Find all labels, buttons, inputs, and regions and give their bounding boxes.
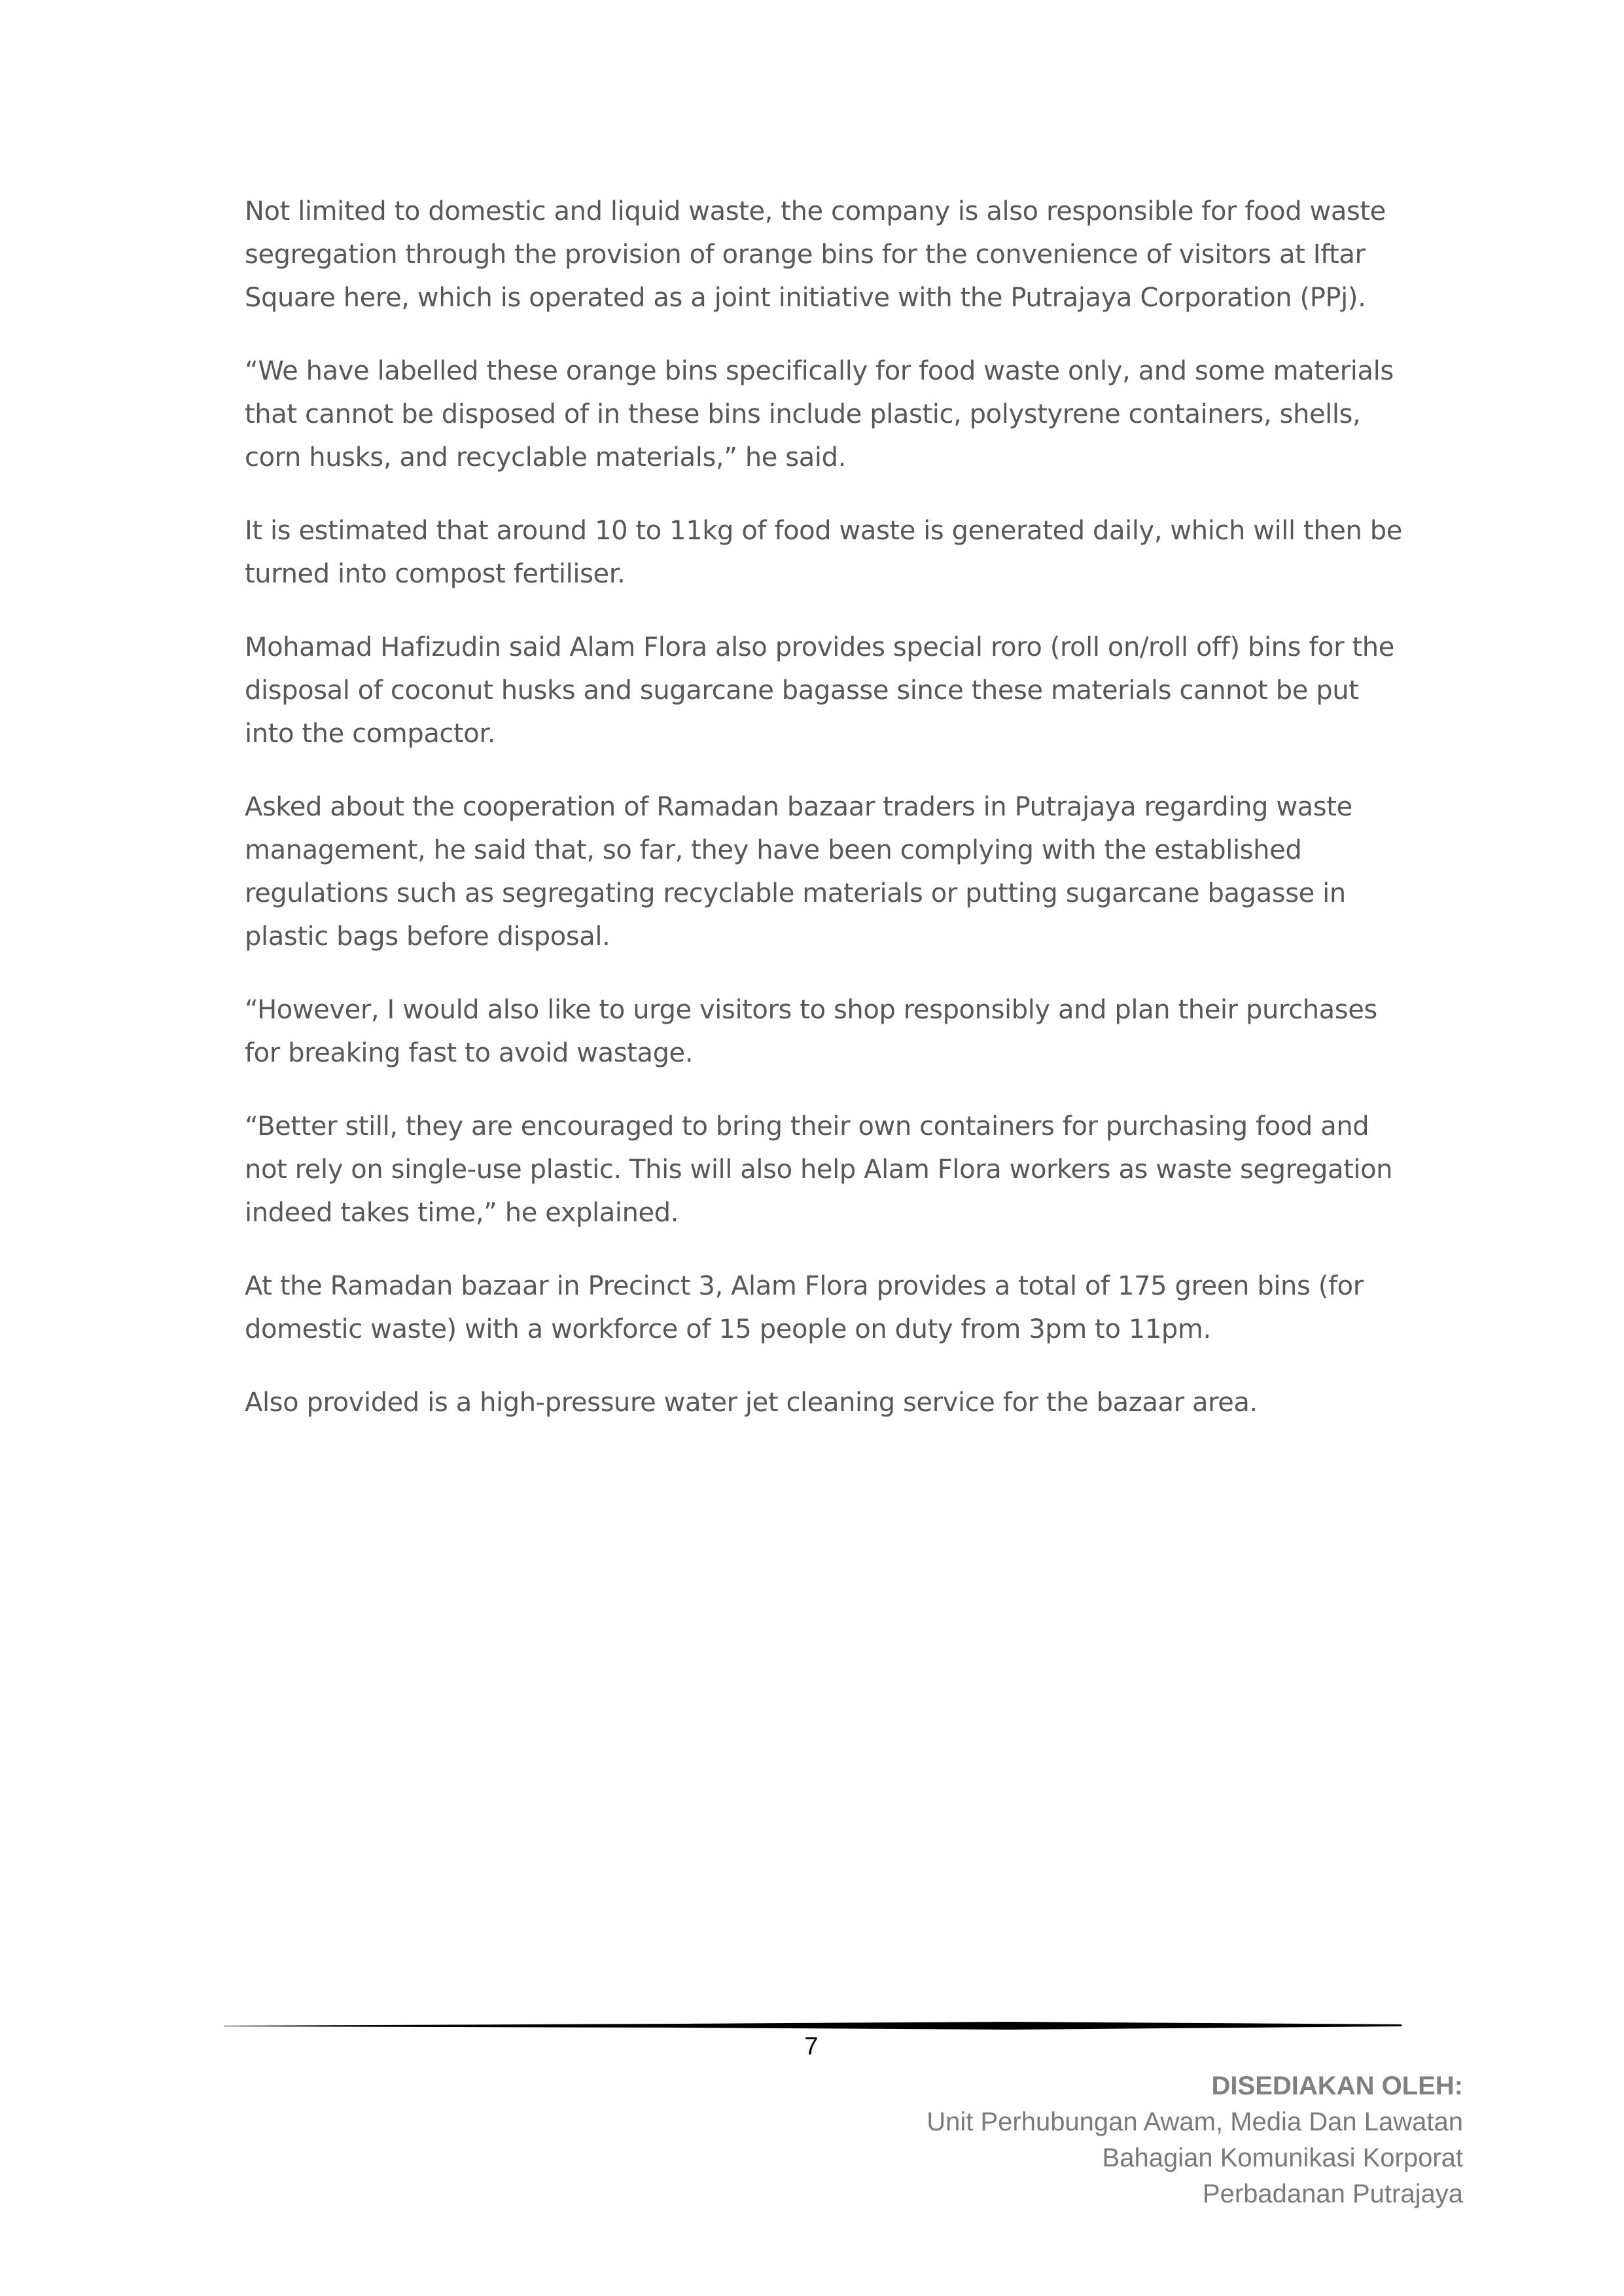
prepared-by-heading: DISEDIAKAN OLEH:: [1211, 2072, 1463, 2100]
paragraph-5: Asked about the cooperation of Ramadan bazaar traders in Putrajaya regarding waste management, he said that, so far, they have been complying with the established regulations such as segregating recyclable materials or putting sugarcane bagasse in plastic bags before disposal.: [245, 792, 1352, 952]
footer-divider-line: [224, 2021, 1402, 2030]
prepared-by-organisation: Perbadanan Putrajaya: [1202, 2179, 1463, 2208]
paragraph-7: “Better still, they are encouraged to bring their own containers for purchasing food and not rely on single-use plastic. This will also help Alam Flora workers as waste segregation indeed takes time,” he explained.: [245, 1111, 1393, 1228]
paragraph-1: Not limited to domestic and liquid waste, the company is also responsible for food waste segregation through the provision of orange bins for the convenience of visitors at Iftar Square here, which is operated as a joint initiative with the Putrajaya Corporation (PPj).: [245, 196, 1386, 313]
paragraph-2: “We have labelled these orange bins specifically for food waste only, and some materials that cannot be disposed of in these bins include plastic, polystyrene containers, shells, corn husks, and recyclable materials,” he said.: [245, 356, 1394, 473]
prepared-by-division: Bahagian Komunikasi Korporat: [1102, 2144, 1463, 2172]
page-number: 7: [804, 2033, 819, 2060]
prepared-by-unit: Unit Perhubungan Awam, Media Dan Lawatan: [927, 2108, 1463, 2136]
prepared-by-block: [678, 2068, 1463, 2212]
paragraph-3: It is estimated that around 10 to 11kg of food waste is generated daily, which will then be turned into compost fertiliser.: [245, 516, 1402, 589]
paragraph-9: Also provided is a high-pressure water jet cleaning service for the bazaar area.: [245, 1388, 1258, 1418]
article-body: [245, 190, 1403, 1454]
paragraph-6: “However, I would also like to urge visitors to shop responsibly and plan their purchases for breaking fast to avoid wastage.: [245, 995, 1377, 1068]
paragraph-4: Mohamad Hafizudin said Alam Flora also provides special roro (roll on/roll off) bins for the disposal of coconut husks and sugarcane bagasse since these materials cannot be put into the compactor.: [245, 632, 1394, 749]
paragraph-8: At the Ramadan bazaar in Precinct 3, Alam Flora provides a total of 175 green bins (for domestic waste) with a workforce of 15 people on duty from 3pm to 11pm.: [245, 1271, 1364, 1344]
